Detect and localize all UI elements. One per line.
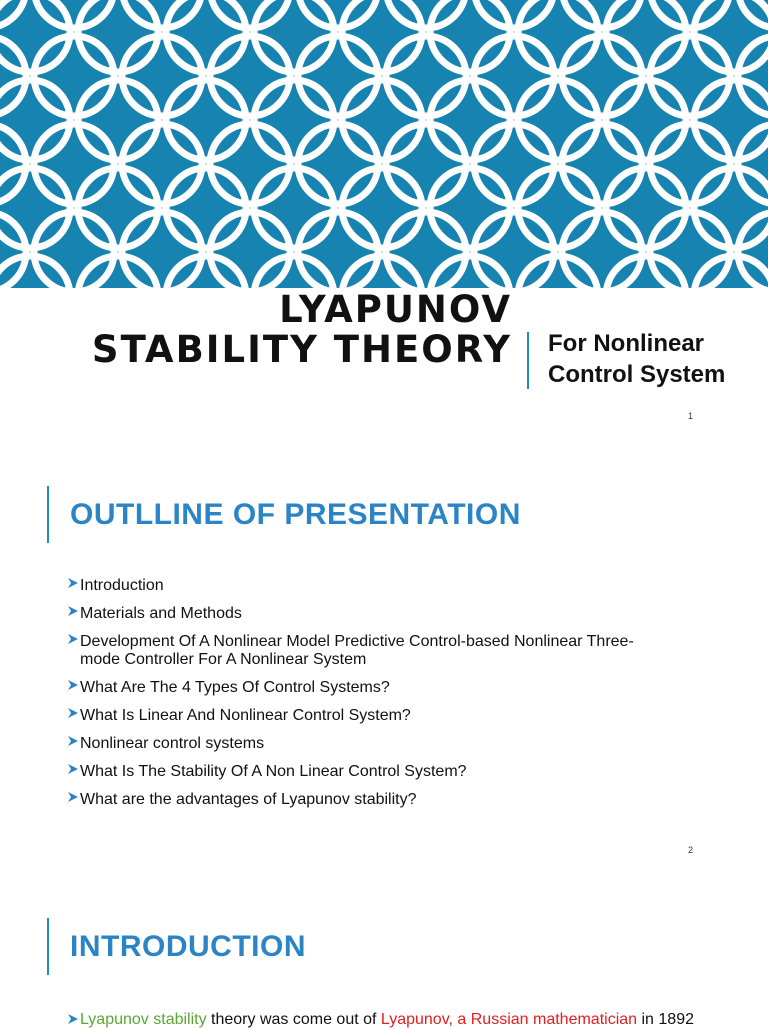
outline-item	[67, 707, 667, 725]
banner-pattern	[0, 0, 768, 288]
outline-item-label: Materials and Methods	[80, 605, 242, 622]
outline-item-label: What Is The Stability Of A Non Linear Control System?	[80, 763, 467, 780]
outline-item-label: Development Of A Nonlinear Model Predictive Control-based Nonlinear Three-mode Controller For A Nonlinear System	[80, 633, 634, 668]
outline-heading: OUTLLINE OF PRESENTATION	[70, 498, 521, 531]
subtitle-line-1: For Nonlinear	[548, 330, 705, 357]
outline-item	[67, 763, 667, 781]
arrow-bullet-icon	[67, 1013, 79, 1025]
page-number-2: 2	[688, 845, 694, 855]
title-divider	[527, 332, 529, 389]
heading-accent-bar-2	[47, 486, 49, 543]
outline-item-label: What are the advantages of Lyapunov stability?	[80, 791, 417, 808]
outline-item	[67, 577, 667, 595]
outline-list	[67, 577, 667, 819]
arrow-bullet-icon	[67, 763, 79, 775]
outline-item	[67, 633, 667, 669]
subtitle-line-2: Control System	[548, 361, 726, 388]
outline-item-label: What Are The 4 Types Of Control Systems?	[80, 679, 390, 696]
outline-item	[67, 735, 667, 753]
outline-item	[67, 605, 667, 623]
outline-item-label: Introduction	[80, 577, 164, 594]
title-banner	[0, 0, 768, 288]
intro-term: Lyapunov stability	[80, 1011, 207, 1028]
outline-item	[67, 679, 667, 697]
arrow-bullet-icon	[67, 633, 79, 645]
intro-paragraph	[67, 1011, 768, 1029]
arrow-bullet-icon	[67, 679, 79, 691]
slide-subtitle	[548, 328, 725, 390]
arrow-bullet-icon	[67, 707, 79, 719]
outline-item-label: What Is Linear And Nonlinear Control System?	[80, 707, 411, 724]
slide-title	[0, 290, 512, 370]
intro-text-1: theory was come out of	[206, 1011, 381, 1028]
intro-person: Lyapunov, a Russian mathematician	[380, 1011, 638, 1028]
title-line-2: STABILITY THEORY	[91, 328, 512, 371]
arrow-bullet-icon	[67, 735, 79, 747]
introduction-heading: INTRODUCTION	[70, 930, 306, 963]
heading-accent-bar-3	[47, 918, 49, 975]
arrow-bullet-icon	[67, 605, 79, 617]
arrow-bullet-icon	[67, 791, 79, 803]
intro-text-2: in 1892	[637, 1011, 694, 1028]
title-line-1: LYAPUNOV	[279, 288, 512, 331]
outline-item	[67, 791, 667, 809]
page-number-1: 1	[688, 411, 694, 421]
arrow-bullet-icon	[67, 577, 79, 589]
outline-item-label: Nonlinear control systems	[80, 735, 265, 752]
